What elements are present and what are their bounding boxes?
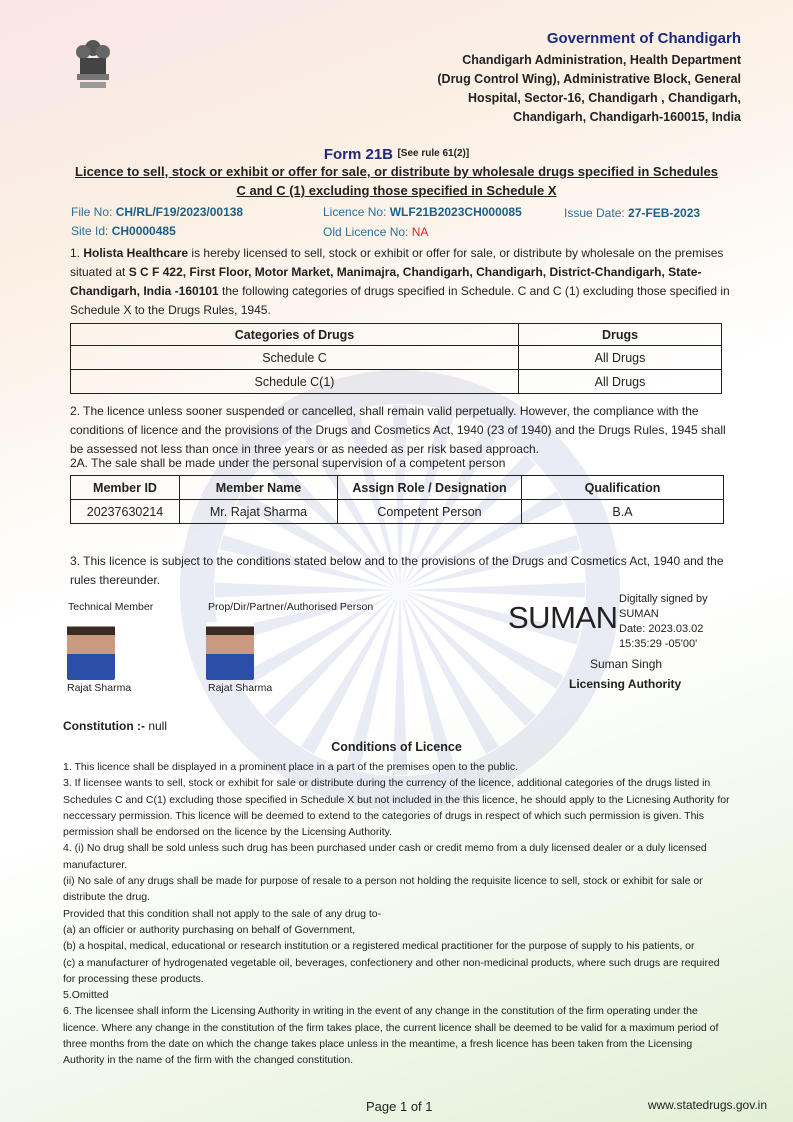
digital-signature-name: SUMAN [508, 600, 618, 635]
condition-item: 3. If licensee wants to sell, stock or exhibit for sale or distribute during the currency of the licence, additional categories of the drugs listed in Schedules C and C(1) excluding those specified in Schedule X but not included in the this licence, he should apply to the Licnesing Authority for neccessary permission. This licence will be deemed to extend to the categories of drugs in respect of which such permission is given. This permission shall be endorsed on the licence by the Licensing Authority. [63, 777, 730, 839]
column-header: Member ID [71, 476, 180, 500]
condition-item: 1. This licence shall be displayed in a prominent place in a part of the premises open to the public. [63, 761, 519, 773]
table-row: 20237630214 Mr. Rajat Sharma Competent Person B.A [71, 500, 724, 524]
form-title: Form 21B [323, 146, 394, 163]
column-header: Categories of Drugs [71, 324, 519, 346]
licence-paragraph-2a: 2A. The sale shall be made under the personal supervision of a competent person [70, 456, 506, 470]
condition-item: (c) a manufacturer of hydrogenated vegetable oil, beverages, confectionery and other non-medicinal products, where such drugs are required for processing these products. [63, 956, 720, 985]
condition-item: 4. (i) No drug shall be sold unless such drug has been purchased under cash or credit memo from a duly licensed dealer or a duly licensed manufacturer. [63, 842, 707, 871]
table-row: Schedule C(1) All Drugs [71, 370, 722, 394]
licence-no: Licence No: WLF21B2023CH000085 [323, 205, 522, 219]
site-id: Site Id: CH0000485 [71, 224, 176, 238]
form-subtitle [0, 162, 793, 200]
technical-member-label: Technical Member [68, 601, 154, 613]
constitution: Constitution :- null [63, 719, 167, 733]
website-link[interactable]: www.statedrugs.gov.in [647, 1098, 767, 1112]
national-emblem-icon [72, 36, 114, 92]
column-header: Assign Role / Designation [338, 476, 522, 500]
conditions-list [63, 759, 733, 1069]
address-line: Hospital, Sector-16, Chandigarh , Chandigarh, [468, 91, 741, 105]
condition-item: 5.Omitted [63, 989, 109, 1002]
column-header: Drugs [519, 324, 722, 346]
technical-member-photo [67, 622, 115, 680]
prop-photo [206, 622, 254, 680]
address-line: Chandigarh Administration, Health Department [462, 53, 741, 67]
digital-signature-details: Digitally signed by SUMAN Date: 2023.03.02 15:35:29 -05'00' [619, 593, 708, 650]
condition-item: (b) a hospital, medical, educational or research institution or a registered medical practitioner for the purpose of supply to his patients, or [63, 940, 695, 953]
member-table [70, 475, 724, 524]
licence-paragraph-3: 3. This licence is subject to the conditions stated below and to the provisions of the Drugs and Cosmetics Act, 1940 and the rules thereunder. [70, 554, 724, 587]
form-rule: [See rule 61(2)] [397, 148, 470, 159]
issue-date: Issue Date: 27-FEB-2023 [564, 206, 701, 220]
authority-name: Suman Singh [590, 657, 663, 671]
condition-item: (ii) No sale of any drugs shall be made for purpose of resale to a person not holding the requisite licence to sell, stock or exhibit for sale or distribute the drug. [63, 875, 703, 904]
licence-paragraph-1: 1. Holista Healthcare is hereby licensed to sell, stock or exhibit or offer for sale, or distribute by wholesale on the premises situated at S C F 422, First Floor, Motor Market, Manimajra, Chandigarh, Chandigarh, District-Chandigarh, State-Chandigarh, India -160101 the following categories of drugs specified in Schedule. C and C (1) excluding those specified in Schedule X to the Drugs Rules, 1945. [70, 246, 730, 317]
table-row: Schedule C All Drugs [71, 346, 722, 370]
file-no: File No: CH/RL/F19/2023/00138 [71, 205, 244, 219]
condition-item: 6. The licensee shall inform the Licensing Authority in writing in the event of any change in the constitution of the firm operating under the licence. Where any change in the constitution of the firm takes place, the current licence shall be deemed to be valid for a maximum period of three months from the date on which the change takes place unless in the meantime, a fresh licence has been taken from the Licensing Authority in the name of the firm with the changed constitution. [63, 1005, 719, 1067]
drug-categories-table [70, 323, 722, 394]
column-header: Member Name [180, 476, 338, 500]
conditions-title: Conditions of Licence [331, 740, 462, 754]
page-number: Page 1 of 1 [366, 1099, 433, 1114]
prop-name: Rajat Sharma [208, 682, 273, 694]
condition-item: (a) an officier or authority purchasing on behalf of Government, [63, 923, 356, 936]
address-line: (Drug Control Wing), Administrative Block, General [437, 72, 741, 86]
government-title: Government of Chandigarh [546, 30, 741, 47]
subtitle-line: Licence to sell, stock or exhibit or offer for sale, or distribute by wholesale drugs specified in Schedules [75, 164, 718, 179]
prop-label: Prop/Dir/Partner/Authorised Person [208, 601, 374, 613]
subtitle-line: C and C (1) excluding those specified in Schedule X [236, 183, 557, 198]
condition-item: Provided that this condition shall not apply to the sale of any drug to- [63, 907, 382, 920]
old-licence-no: Old Licence No: NA [323, 225, 429, 239]
department-address [437, 51, 741, 127]
licence-paragraph-2: 2. The licence unless sooner suspended or cancelled, shall remain valid perpetually. However, the compliance with the conditions of licence and the provisions of the Drugs and Cosmetics Act, 1940 (23 of 1940) and the Drugs Rules, 1945 shall be assessed not less than once in three years or as needed as per risk based approach. [70, 404, 726, 456]
address-line: Chandigarh, Chandigarh-160015, India [513, 110, 741, 124]
column-header: Qualification [522, 476, 724, 500]
technical-member-name: Rajat Sharma [67, 682, 132, 694]
authority-title: Licensing Authority [569, 677, 682, 691]
